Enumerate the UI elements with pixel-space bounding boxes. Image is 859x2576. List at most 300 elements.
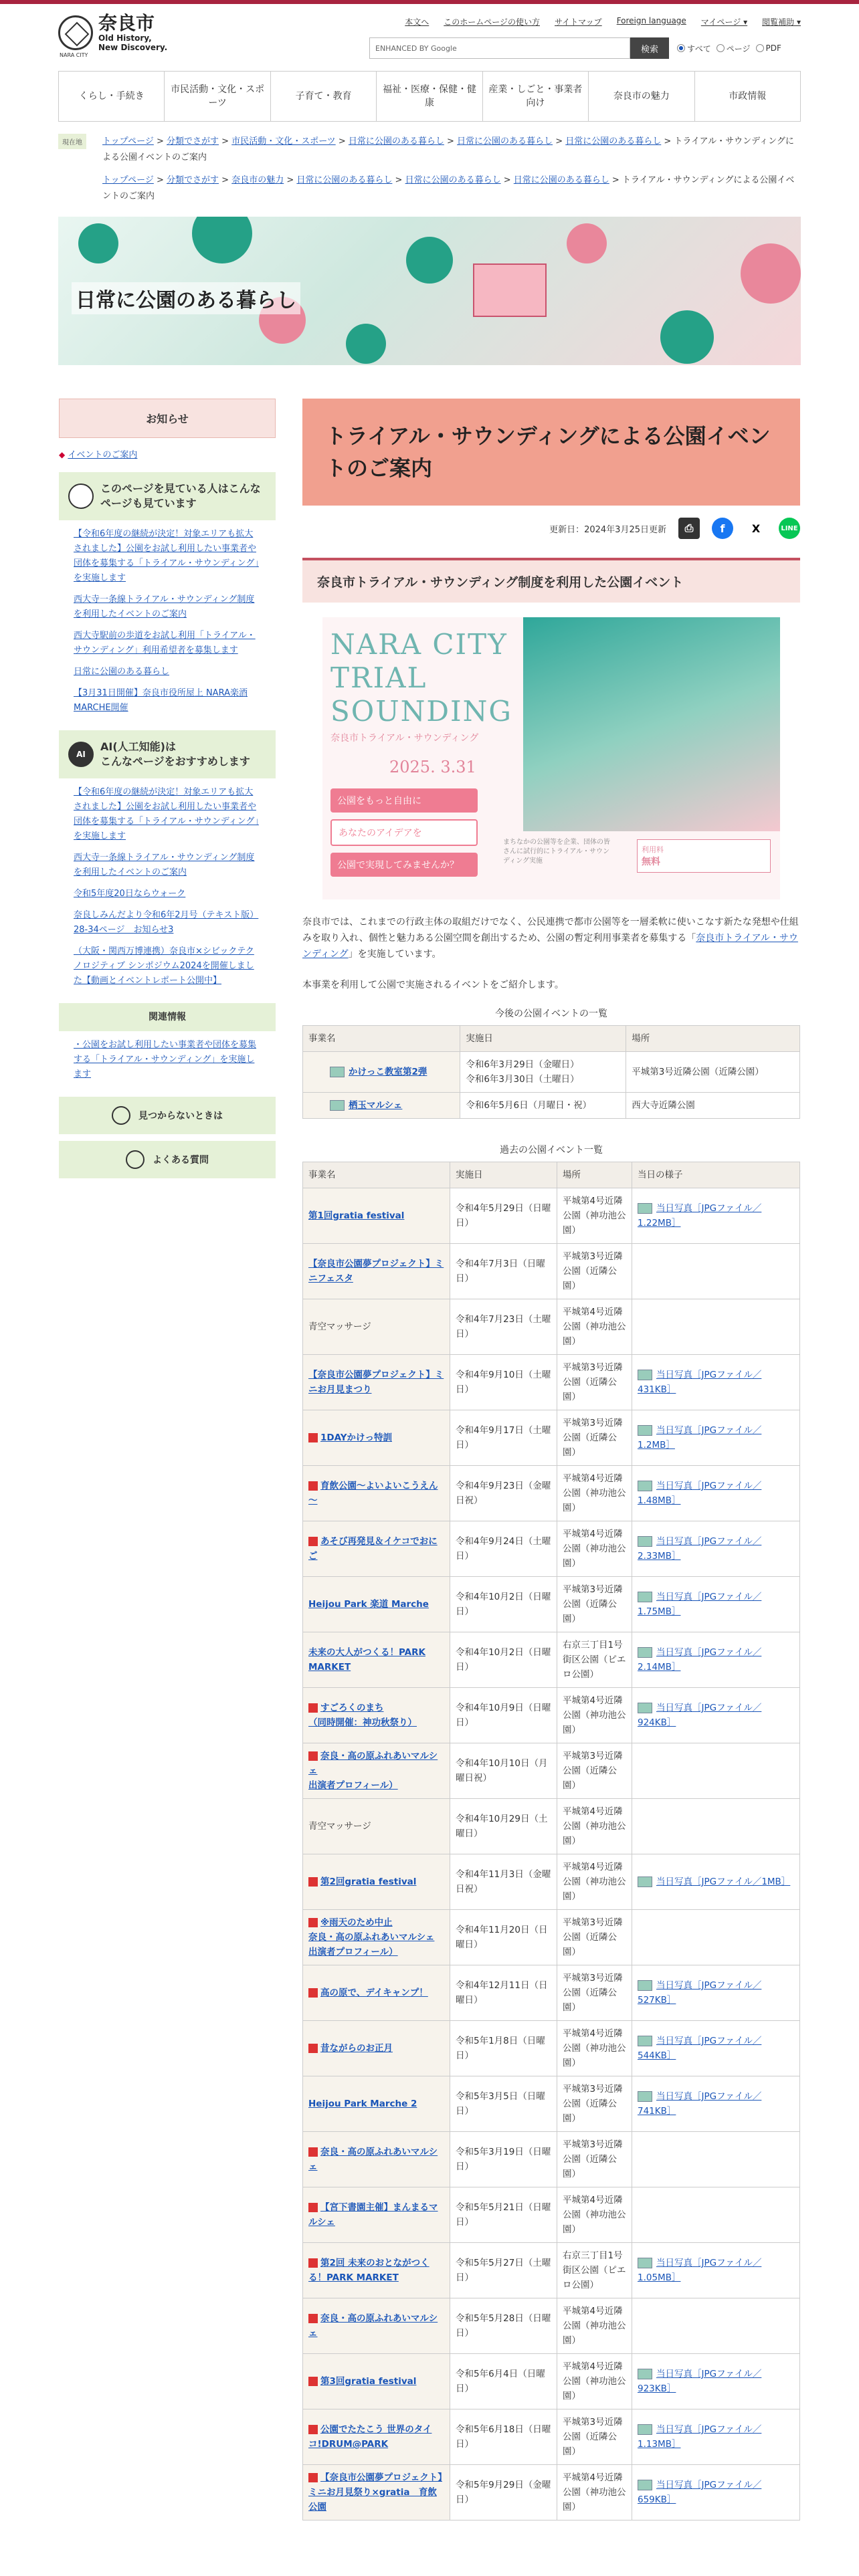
pdf-icon bbox=[308, 2258, 318, 2268]
date-cell: 令和4年11月20日（日曜日） bbox=[450, 1910, 557, 1965]
gnav-item-5[interactable]: 奈良市の魅力 bbox=[589, 72, 694, 121]
photo-cell bbox=[632, 2076, 800, 2132]
column-header: 実施日 bbox=[450, 1162, 557, 1188]
table-row bbox=[303, 1854, 800, 1910]
place-cell: 平城第4号近隣公園（神功池公園） bbox=[557, 1799, 632, 1854]
date-cell: 令和4年10月2日（日曜日） bbox=[450, 1632, 557, 1688]
place-cell: 平城第3号近隣公園（近隣公園） bbox=[557, 2132, 632, 2187]
place-cell: 平城第3号近隣公園（近隣公園） bbox=[557, 1244, 632, 1299]
photo-link[interactable]: 当日写真［JPGファイル／1.13MB］ bbox=[638, 2424, 762, 2450]
place-cell: 平城第3号近隣公園（近隣公園） bbox=[557, 1743, 632, 1799]
place-cell: 平城第4号近隣公園（神功池公園） bbox=[557, 2465, 632, 2520]
pdf-icon bbox=[308, 2473, 318, 2482]
main-content bbox=[302, 399, 800, 2520]
photo-image-icon bbox=[638, 1536, 652, 1547]
place-cell: 平城第3号近隣公園（近隣公園） bbox=[557, 1577, 632, 1632]
photo-link[interactable]: 当日写真［JPGファイル／1.75MB］ bbox=[638, 1592, 762, 1617]
table-row bbox=[303, 1965, 800, 2021]
event-link[interactable]: Heijou Park Marche 2 bbox=[308, 2099, 417, 2109]
past-caption: 過去の公園イベント一覧 bbox=[500, 1145, 603, 1156]
event-link[interactable]: 【奈良市公園夢プロジェクト】ミニお月見まつり bbox=[308, 1370, 444, 1395]
intro-paragraph-2: 本事業を利用して公園で実施されるイベントをご紹介します。 bbox=[302, 980, 564, 990]
event-link[interactable]: あそび再発見＆イケコでおにご bbox=[308, 1536, 438, 1562]
place-cell: 西大寺近隣公園 bbox=[626, 1093, 800, 1119]
pdf-icon bbox=[308, 2314, 318, 2323]
photo-cell bbox=[632, 1965, 800, 2021]
sidebar-link[interactable]: 【令和6年度の継続が決定！対象エリアも拡大されました】公園をお試し利用したい事業者や団体を募集する「トライアル・サウンディング」を実施します bbox=[74, 787, 259, 841]
table-row bbox=[303, 1632, 800, 1688]
place-cell: 平城第3号近隣公園（近隣公園） bbox=[557, 2076, 632, 2132]
photo-image-icon bbox=[638, 1592, 652, 1602]
date-cell: 令和4年9月24日（土曜日） bbox=[450, 1521, 557, 1577]
update-share-bar bbox=[302, 518, 800, 539]
event-link[interactable]: ※雨天のため中止 奈良・高の原ふれあいマルシェ 出演者プロフィール） bbox=[308, 1917, 435, 1957]
table-row bbox=[303, 1355, 800, 1410]
viewers-title: このページを見ている人はこんなページも見ています bbox=[100, 482, 261, 510]
date-cell: 令和4年7月3日（日曜日） bbox=[450, 1244, 557, 1299]
place-cell: 平城第4号近隣公園（神功池公園） bbox=[557, 2187, 632, 2243]
banner-note: まちなかの公園等を企業、団体の皆さんに試行的にトライアル・サウンディング実施 bbox=[503, 839, 610, 865]
page-title: トライアル・サウンディングによる公園イベントのご案内 bbox=[302, 399, 800, 506]
photo-cell bbox=[632, 1188, 800, 1244]
event-link[interactable]: 奈良・高の原ふれあいマルシェ 出演者プロフィール） bbox=[308, 1751, 438, 1791]
gnav-item-3[interactable]: 福祉・医療・保健・健康 bbox=[377, 72, 482, 121]
banner-title: NARA CITY TRIAL SOUNDING bbox=[330, 628, 512, 728]
photo-link[interactable]: 当日写真［JPGファイル／1MB］ bbox=[656, 1876, 791, 1887]
sidebar-link[interactable]: ・公園をお試し利用したい事業者や団体を募集する「トライアル・サウンディング」を実施します bbox=[74, 1040, 257, 1079]
sidebar-link[interactable]: 奈良しみんだより令和6年2月号（テキスト版）28-34ページ お知らせ3 bbox=[74, 910, 259, 935]
photo-cell bbox=[632, 1244, 800, 1299]
table-row bbox=[303, 2465, 800, 2520]
photo-link[interactable]: 当日写真［JPGファイル／431KB］ bbox=[638, 1370, 762, 1395]
date-cell: 令和4年9月10日（土曜日） bbox=[450, 1355, 557, 1410]
photo-link[interactable]: 当日写真［JPGファイル／2.14MB］ bbox=[638, 1647, 762, 1673]
date-cell: 令和5年1月8日（日曜日） bbox=[450, 2021, 557, 2076]
place-cell: 平城第4号近隣公園（神功池公園） bbox=[557, 2298, 632, 2354]
event-image-icon bbox=[330, 1100, 345, 1111]
site-header bbox=[58, 4, 801, 70]
photo-link[interactable]: 当日写真［JPGファイル／924KB］ bbox=[638, 1703, 762, 1728]
sidebar-link[interactable]: 【3月31日開催】奈良市役所屋上 NARA楽酒 MARCHE開催 bbox=[74, 688, 248, 713]
event-name-cell bbox=[303, 2021, 450, 2076]
event-link[interactable]: 育飲公園～よいよいこうえん～ bbox=[308, 1481, 438, 1506]
section-heading: 奈良市トライアル・サウンディング制度を利用した公園イベント bbox=[302, 558, 800, 603]
place-cell: 平城第3号近隣公園（近隣公園） bbox=[557, 2409, 632, 2465]
photo-link[interactable]: 当日写真［JPGファイル／544KB］ bbox=[638, 2036, 762, 2061]
table-row bbox=[303, 1188, 800, 1244]
breadcrumb-link[interactable]: 日常に公園のある暮らし bbox=[565, 136, 662, 146]
hero-title: 日常に公園のある暮らし bbox=[72, 282, 300, 314]
breadcrumb-link[interactable]: 分類でさがす bbox=[167, 136, 219, 146]
notice-link[interactable]: イベントのご案内 bbox=[68, 450, 138, 460]
pdf-icon bbox=[308, 2147, 318, 2157]
util-link-4[interactable]: マイページ ▾ bbox=[700, 17, 748, 27]
print-icon[interactable]: ⎙ bbox=[678, 518, 700, 539]
notice-heading: お知らせ bbox=[59, 399, 276, 438]
table-row bbox=[303, 2298, 800, 2354]
date-cell: 令和4年5月29日（日曜日） bbox=[450, 1188, 557, 1244]
date-cell: 令和5年6月4日（日曜日） bbox=[450, 2354, 557, 2409]
event-link[interactable]: Heijou Park 楽道 Marche bbox=[308, 1599, 429, 1610]
banner-fee: 利用料 無料 bbox=[637, 839, 771, 873]
faq-button[interactable] bbox=[59, 1141, 276, 1178]
date-cell: 令和4年9月23日（金曜日祝） bbox=[450, 1466, 557, 1521]
date-cell: 令和5年9月29日（金曜日） bbox=[450, 2465, 557, 2520]
event-link[interactable]: 【奈良市公園夢プロジェクト】ミニお月見祭り×gratia 育飲公園 bbox=[308, 2472, 442, 2512]
sidebar-link[interactable]: 西大寺駅前の歩道をお試し利用「トライアル・サウンディング」利用希望者を募集します bbox=[74, 631, 256, 655]
related-heading: 関連情報 bbox=[59, 1003, 276, 1031]
event-name-cell bbox=[303, 2409, 450, 2465]
scope-option-0[interactable] bbox=[677, 43, 711, 54]
photo-cell bbox=[632, 1632, 800, 1688]
event-name-cell bbox=[303, 1466, 450, 1521]
place-cell: 平城第3号近隣公園（近隣公園） bbox=[557, 1355, 632, 1410]
event-link[interactable]: すごろくのまち （同時開催：神功秋祭り） bbox=[308, 1703, 417, 1728]
photo-cell bbox=[632, 2409, 800, 2465]
event-image-icon bbox=[330, 1067, 345, 1077]
util-link-0[interactable]: 本文へ bbox=[405, 17, 430, 27]
date-cell: 令和5年6月18日（日曜日） bbox=[450, 2409, 557, 2465]
not-found-label: 見つからないときは bbox=[138, 1111, 223, 1121]
photo-link[interactable]: 当日写真［JPGファイル／923KB］ bbox=[638, 2369, 762, 2394]
place-cell: 平城第4号近隣公園（神功池公園） bbox=[557, 1299, 632, 1355]
site-logo[interactable] bbox=[58, 12, 168, 58]
util-link-3[interactable]: Foreign language bbox=[616, 16, 686, 25]
table-row bbox=[303, 1410, 800, 1466]
event-name-cell bbox=[303, 1632, 450, 1688]
breadcrumb-link[interactable]: 日常に公園のある暮らし bbox=[405, 175, 501, 185]
sidebar-link[interactable]: 西大寺一条線トライアル・サウンディング制度を利用したイベントのご案内 bbox=[74, 853, 255, 877]
date-cell: 令和6年3月29日（金曜日） 令和6年3月30日（土曜日） bbox=[460, 1052, 626, 1093]
trial-sounding-link[interactable]: 奈良市トライアル・サウンディング bbox=[302, 933, 798, 960]
place-cell: 平城第4号近隣公園（神功池公園） bbox=[557, 1688, 632, 1743]
event-name-cell bbox=[303, 1854, 450, 1910]
util-link-1[interactable]: このホームページの使い方 bbox=[444, 17, 540, 27]
photo-image-icon bbox=[638, 2091, 652, 2102]
table-row bbox=[303, 1799, 800, 1854]
breadcrumb-link[interactable]: 奈良市の魅力 bbox=[231, 175, 284, 185]
date-cell: 令和4年10月10日（月曜日祝） bbox=[450, 1743, 557, 1799]
radio-icon[interactable] bbox=[756, 44, 764, 52]
radio-icon[interactable] bbox=[717, 44, 725, 52]
util-link-5[interactable]: 閲覧補助 ▾ bbox=[762, 17, 801, 27]
photo-link[interactable]: 当日写真［JPGファイル／741KB］ bbox=[638, 2091, 762, 2117]
event-link[interactable]: 栖玉マルシェ bbox=[349, 1100, 403, 1111]
gnav-item-0[interactable]: くらし・手続き bbox=[59, 72, 165, 121]
search-scope bbox=[677, 43, 781, 54]
breadcrumb-tag: 現在地 bbox=[58, 134, 86, 149]
ai-heading bbox=[59, 730, 276, 778]
date-cell: 令和6年5月6日（月曜日・祝） bbox=[460, 1093, 626, 1119]
city-small-label: NARA CITY bbox=[60, 52, 88, 58]
table-row bbox=[303, 2409, 800, 2465]
photo-image-icon bbox=[638, 2036, 652, 2046]
event-name-text: 青空マッサージ bbox=[308, 1821, 371, 1832]
date-cell: 令和5年3月5日（日曜日） bbox=[450, 2076, 557, 2132]
photo-image-icon bbox=[638, 1980, 652, 1991]
related-list bbox=[59, 1031, 276, 1097]
search-button[interactable]: 検索 bbox=[630, 37, 669, 59]
place-cell: 平城第4号近隣公園（神功池公園） bbox=[557, 1188, 632, 1244]
breadcrumb-link[interactable]: 日常に公園のある暮らし bbox=[348, 136, 444, 146]
photo-cell bbox=[632, 1299, 800, 1355]
pdf-icon bbox=[308, 2044, 318, 2053]
breadcrumb-link[interactable]: トップページ bbox=[102, 136, 154, 146]
event-name-cell bbox=[303, 1688, 450, 1743]
photo-link[interactable]: 当日写真［JPGファイル／1.48MB］ bbox=[638, 1481, 762, 1506]
photo-cell bbox=[632, 2354, 800, 2409]
event-link[interactable]: 第2回 未来のおとながつくる！PARK MARKET bbox=[308, 2258, 430, 2283]
date-cell: 令和4年10月2日（日曜日） bbox=[450, 1577, 557, 1632]
event-name-cell bbox=[303, 2298, 450, 2354]
event-link[interactable]: 奈良・高の原ふれあいマルシェ bbox=[308, 2147, 438, 2172]
column-header: 場所 bbox=[557, 1162, 632, 1188]
viewers-heading bbox=[59, 472, 276, 520]
column-header: 事業名 bbox=[303, 1162, 450, 1188]
place-cell: 平城第3号近隣公園（近隣公園） bbox=[557, 1965, 632, 2021]
table-header bbox=[303, 1026, 800, 1052]
event-name-cell bbox=[303, 1521, 450, 1577]
column-header: 場所 bbox=[626, 1026, 800, 1052]
event-link[interactable]: 奈良・高の原ふれあいマルシェ bbox=[308, 2313, 438, 2339]
city-name: 奈良市 bbox=[98, 12, 155, 34]
table-row bbox=[303, 1244, 800, 1299]
place-cell: 平城第4号近隣公園（神功池公園） bbox=[557, 1466, 632, 1521]
breadcrumb-link[interactable]: 日常に公園のある暮らし bbox=[457, 136, 553, 146]
breadcrumb-link[interactable]: 日常に公園のある暮らし bbox=[513, 175, 609, 185]
pdf-icon bbox=[308, 1751, 318, 1761]
ai-list bbox=[59, 778, 276, 1003]
table-header bbox=[303, 1162, 800, 1188]
place-cell: 右京三丁目1号街区公園（ピエロ公園） bbox=[557, 2243, 632, 2298]
photo-cell bbox=[632, 2132, 800, 2187]
table-row bbox=[303, 1093, 800, 1119]
pdf-icon bbox=[308, 2203, 318, 2212]
table-row bbox=[303, 2132, 800, 2187]
table-row bbox=[303, 1299, 800, 1355]
breadcrumb-current: トライアル・サウンディングによる公園イベントのご案内 bbox=[102, 136, 794, 163]
photo-image-icon bbox=[638, 2369, 652, 2379]
breadcrumb-line-2: トップページ > 分類でさがす > 奈良市の魅力 > 日常に公園のある暮らし > 日常に公園のある暮らし > 日常に公園のある暮らし > トライアル・サウンディングによる公園イベントのご案内 bbox=[102, 175, 795, 201]
event-link[interactable]: 1DAYかけっ特訓 bbox=[320, 1432, 393, 1443]
photo-image-icon bbox=[638, 1703, 652, 1713]
pdf-icon bbox=[308, 1703, 318, 1713]
event-name-cell bbox=[303, 2465, 450, 2520]
event-link[interactable]: 第2回gratia festival bbox=[320, 1876, 417, 1887]
tagline-2: New Discovery. bbox=[98, 43, 168, 52]
pdf-icon bbox=[308, 1877, 318, 1887]
city-seal-icon bbox=[58, 15, 93, 50]
column-header: 実施日 bbox=[460, 1026, 626, 1052]
viewers-list bbox=[59, 520, 276, 730]
breadcrumb-link[interactable]: トップページ bbox=[102, 175, 154, 185]
banner-city-illustration bbox=[523, 617, 780, 831]
utility-nav bbox=[405, 16, 801, 27]
scope-label: PDF bbox=[765, 43, 781, 53]
intro-paragraph: 奈良市では、これまでの行政主体の取組だけでなく、公民連携で都市公園等を一層柔軟に使いこなす新たな発想や仕組みを取り入れ、個性と魅力ある公園空間を創出するため、公園の暫定利用事業者を募集する「奈良市トライアル・サウンディング」を実施しています。 bbox=[302, 917, 799, 960]
photo-cell bbox=[632, 1466, 800, 1521]
place-cell: 右京三丁目1号街区公園（ピエロ公園） bbox=[557, 1632, 632, 1688]
photo-image-icon bbox=[638, 2258, 652, 2268]
trial-sounding-banner bbox=[322, 617, 780, 899]
photo-link[interactable]: 当日写真［JPGファイル／659KB］ bbox=[638, 2480, 762, 2505]
event-link[interactable]: 未来の大人がつくる！PARK MARKET bbox=[308, 1647, 425, 1673]
event-link[interactable]: 【奈良市公園夢プロジェクト】ミニフェスタ bbox=[308, 1259, 444, 1284]
photo-image-icon bbox=[638, 1425, 652, 1436]
faq-label: よくある質問 bbox=[153, 1155, 209, 1166]
photo-link[interactable]: 当日写真［JPGファイル／2.33MB］ bbox=[638, 1536, 762, 1562]
question-icon bbox=[126, 1150, 145, 1169]
event-link[interactable]: 公園でたたこう 世界のタイコ!DRUM@PARK bbox=[308, 2424, 432, 2450]
breadcrumb-link[interactable]: 分類でさがす bbox=[167, 175, 219, 185]
sidebar bbox=[59, 399, 276, 1185]
search-input[interactable]: ENHANCED BY Google bbox=[369, 37, 630, 59]
event-name-cell bbox=[303, 2076, 450, 2132]
event-name-cell bbox=[303, 1299, 450, 1355]
photo-link[interactable]: 当日写真［JPGファイル／1.05MB］ bbox=[638, 2258, 762, 2283]
site-search bbox=[369, 37, 781, 59]
column-header: 当日の様子 bbox=[632, 1162, 800, 1188]
magnifier-icon bbox=[112, 1106, 130, 1125]
table-row bbox=[303, 1466, 800, 1521]
photo-image-icon bbox=[638, 1370, 652, 1380]
table-row bbox=[303, 2187, 800, 2243]
gnav-item-2[interactable]: 子育て・教育 bbox=[271, 72, 377, 121]
date-cell: 令和4年11月3日（金曜日祝） bbox=[450, 1854, 557, 1910]
event-name-text: 青空マッサージ bbox=[308, 1321, 371, 1332]
breadcrumb-link[interactable]: 日常に公園のある暮らし bbox=[296, 175, 393, 185]
breadcrumb bbox=[58, 134, 801, 205]
banner-pills: 公園をもっと自由に あなたのアイデアを 公園で実現してみませんか？ bbox=[330, 788, 478, 883]
tagline-1: Old History, bbox=[98, 33, 152, 43]
event-name-cell bbox=[303, 2132, 450, 2187]
place-cell: 平城第4号近隣公園（神功池公園） bbox=[557, 1854, 632, 1910]
ai-icon: AI bbox=[68, 742, 94, 767]
date-cell: 令和4年9月17日（土曜日） bbox=[450, 1410, 557, 1466]
table-row bbox=[303, 1052, 800, 1093]
event-name-cell bbox=[303, 1910, 450, 1965]
date-cell: 令和5年5月27日（土曜日） bbox=[450, 2243, 557, 2298]
date-cell: 令和5年3月19日（日曜日） bbox=[450, 2132, 557, 2187]
pdf-icon bbox=[308, 1988, 318, 1998]
sidebar-link[interactable]: 【令和6年度の継続が決定！対象エリアも拡大されました】公園をお試し利用したい事業者や団体を募集する「トライアル・サウンディング」を実施します bbox=[74, 529, 259, 583]
event-name-cell bbox=[303, 1410, 450, 1466]
pdf-icon bbox=[308, 1433, 318, 1442]
sidebar-link[interactable]: 令和5年度20日ならウォーク bbox=[74, 889, 186, 899]
place-cell: 平城第4号近隣公園（神功池公園） bbox=[557, 1521, 632, 1577]
place-cell: 平城第4号近隣公園（神功池公園） bbox=[557, 2354, 632, 2409]
table-row bbox=[303, 2243, 800, 2298]
date-cell: 令和5年5月28日（日曜日） bbox=[450, 2298, 557, 2354]
pdf-icon bbox=[308, 2425, 318, 2434]
scope-option-2[interactable] bbox=[756, 43, 781, 54]
date-cell: 令和4年12月11日（日曜日） bbox=[450, 1965, 557, 2021]
notice-item bbox=[59, 438, 276, 472]
not-found-button[interactable] bbox=[59, 1097, 276, 1134]
facebook-icon[interactable]: f bbox=[712, 518, 733, 539]
photo-cell bbox=[632, 1410, 800, 1466]
line-icon[interactable]: LINE bbox=[779, 518, 800, 539]
event-link[interactable]: 昔ながらのお正月 bbox=[320, 2043, 393, 2054]
photo-link[interactable]: 当日写真［JPGファイル／1.22MB］ bbox=[638, 1203, 762, 1228]
event-link[interactable]: かけっこ教室第2弾 bbox=[349, 1067, 427, 1077]
eye-page-icon bbox=[68, 484, 94, 509]
banner-date: 2025. 3.31 bbox=[389, 758, 476, 776]
gnav-item-6[interactable]: 市政情報 bbox=[729, 91, 767, 102]
table-row bbox=[303, 2354, 800, 2409]
event-name-cell bbox=[303, 2243, 450, 2298]
pdf-icon bbox=[308, 1918, 318, 1927]
event-name-cell bbox=[303, 2187, 450, 2243]
photo-image-icon bbox=[638, 2480, 652, 2490]
date-cell: 令和5年5月21日（日曜日） bbox=[450, 2187, 557, 2243]
event-name-cell bbox=[303, 1052, 460, 1093]
pdf-icon bbox=[308, 1537, 318, 1546]
event-name-cell bbox=[303, 1188, 450, 1244]
sidebar-link[interactable]: （大阪・関西万博連携）奈良市×シビックテクノロジティブ シンポジウム2024を開催しました【動画とイベントレポート公開中】 bbox=[74, 946, 254, 986]
event-name-cell bbox=[303, 1244, 450, 1299]
upcoming-caption: 今後の公園イベントの一覧 bbox=[495, 1008, 607, 1019]
place-cell: 平城第3号近隣公園（近隣公園） bbox=[626, 1052, 800, 1093]
breadcrumb-current: トライアル・サウンディングによる公園イベントのご案内 bbox=[102, 175, 795, 201]
photo-cell bbox=[632, 2021, 800, 2076]
diamond-icon: ◆ bbox=[59, 450, 66, 459]
photo-image-icon bbox=[638, 1203, 652, 1214]
hero-banner bbox=[58, 217, 801, 365]
event-link[interactable]: 高の原で、デイキャンプ！ bbox=[320, 1988, 428, 1998]
event-name-cell bbox=[303, 1743, 450, 1799]
scope-option-1[interactable] bbox=[717, 43, 751, 54]
photo-image-icon bbox=[638, 1481, 652, 1491]
photo-image-icon bbox=[638, 1876, 652, 1887]
event-name-cell bbox=[303, 1799, 450, 1854]
gnav-item-1[interactable]: 市民活動・文化・スポーツ bbox=[165, 72, 270, 121]
photo-cell bbox=[632, 1743, 800, 1799]
sidebar-link[interactable]: 日常に公園のある暮らし bbox=[74, 667, 170, 677]
sidebar-link[interactable]: 西大寺一条線トライアル・サウンディング制度を利用したイベントのご案内 bbox=[74, 595, 255, 619]
breadcrumb-link[interactable]: 市民活動・文化・スポーツ bbox=[231, 136, 336, 146]
photo-link[interactable]: 当日写真［JPGファイル／527KB］ bbox=[638, 1980, 762, 2006]
place-cell: 平城第3号近隣公園（近隣公園） bbox=[557, 1910, 632, 1965]
date-cell: 令和4年10月29日（土曜日） bbox=[450, 1799, 557, 1854]
global-nav bbox=[58, 71, 801, 122]
photo-cell bbox=[632, 1799, 800, 1854]
util-link-2[interactable]: サイトマップ bbox=[555, 17, 602, 27]
place-cell: 平城第3号近隣公園（近隣公園） bbox=[557, 1410, 632, 1466]
place-cell: 平城第4号近隣公園（神功池公園） bbox=[557, 2021, 632, 2076]
photo-image-icon bbox=[638, 1647, 652, 1658]
radio-icon[interactable] bbox=[677, 44, 685, 52]
pdf-icon bbox=[308, 2377, 318, 2386]
event-link[interactable]: 【宮下書園主催】まんまるマルシェ bbox=[308, 2202, 438, 2228]
event-name-cell bbox=[303, 1965, 450, 2021]
photo-link[interactable]: 当日写真［JPGファイル／1.2MB］ bbox=[638, 1425, 762, 1451]
event-link[interactable]: 第1回gratia festival bbox=[308, 1210, 405, 1221]
photo-cell bbox=[632, 2243, 800, 2298]
breadcrumb-line-1: トップページ > 分類でさがす > 市民活動・文化・スポーツ > 日常に公園のある暮らし > 日常に公園のある暮らし > 日常に公園のある暮らし > トライアル・サウンディングによる公園イベントのご案内 bbox=[102, 136, 794, 163]
table-row bbox=[303, 1743, 800, 1799]
event-name-cell bbox=[303, 1093, 460, 1119]
upcoming-events-table bbox=[302, 1025, 800, 1119]
x-icon[interactable]: X bbox=[745, 518, 767, 539]
ai-title: AI(人工知能)は こんなページをおすすめします bbox=[100, 740, 250, 768]
scope-label: ページ bbox=[726, 43, 751, 53]
photo-cell bbox=[632, 1355, 800, 1410]
gnav-item-4[interactable]: 産業・しごと・事業者向け bbox=[483, 72, 589, 121]
event-link[interactable]: 第3回gratia festival bbox=[320, 2376, 417, 2387]
photo-cell bbox=[632, 1910, 800, 1965]
date-cell: 令和4年7月23日（土曜日） bbox=[450, 1299, 557, 1355]
